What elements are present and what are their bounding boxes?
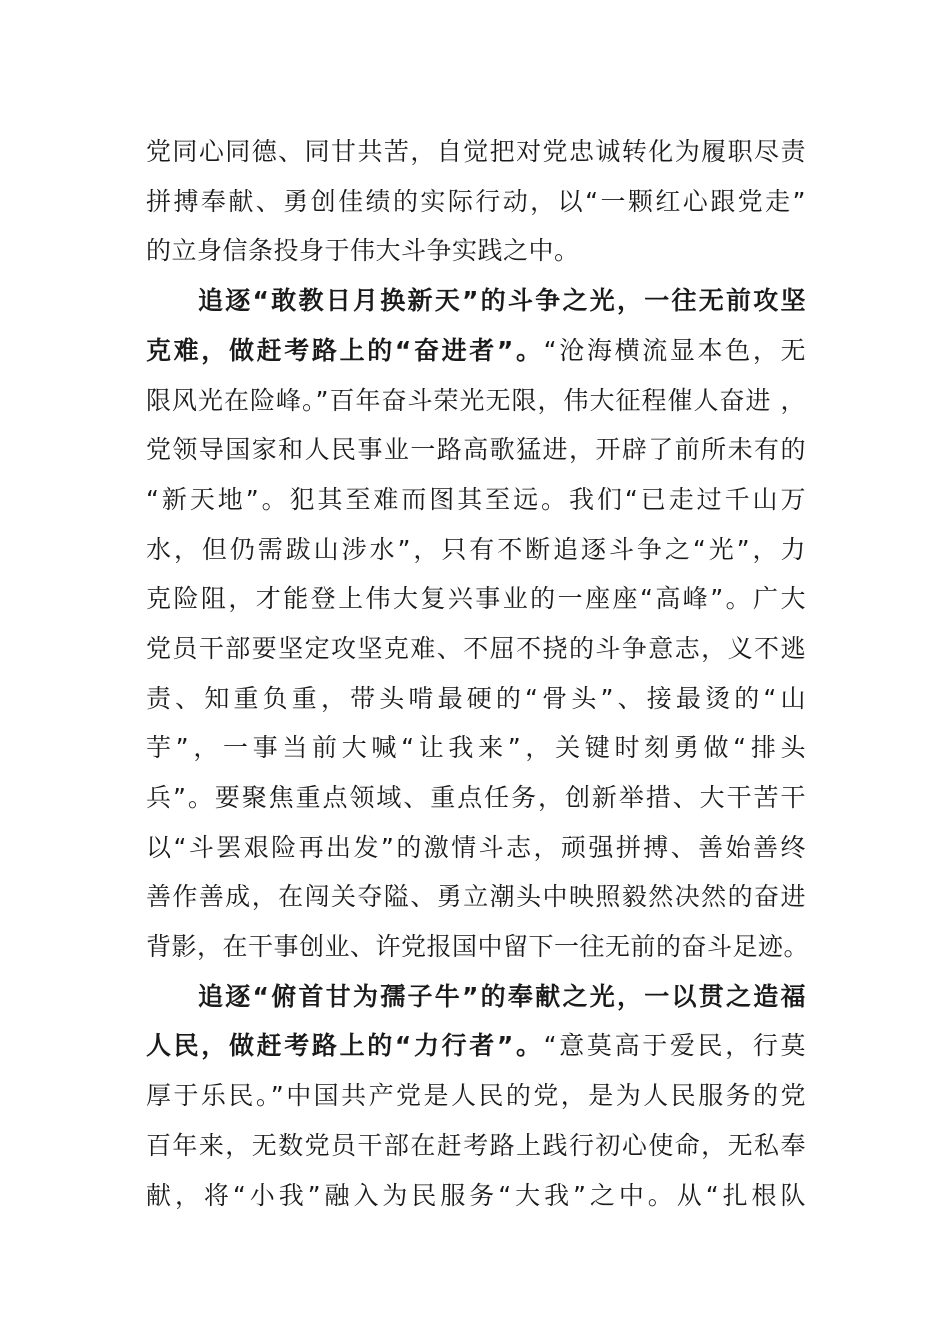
text-segment: 的立身信条投身于伟大斗争实践之中。 xyxy=(146,236,580,265)
text-line xyxy=(146,187,806,217)
bold-text-segment: 克难，做赶考路上的“奋进者”。 xyxy=(146,336,544,365)
text-segment: 芋”，一事当前大喊“让我来”，关键时刻勇做“排头 xyxy=(146,733,806,762)
section-heading-line xyxy=(146,1031,806,1061)
text-segment: 百年来，无数党员干部在赶考路上践行初心使命，无私奉 xyxy=(146,1131,806,1160)
text-segment: 兵”。要聚焦重点领域、重点任务，创新举措、大干苦干 xyxy=(146,783,806,812)
bold-text-segment: 人民，做赶考路上的“力行者”。 xyxy=(146,1031,544,1060)
text-line xyxy=(146,584,806,614)
text-segment: 党同心同德、同甘共苦，自觉把对党忠诚转化为履职尽责 xyxy=(146,137,806,166)
text-segment: 背影，在干事创业、许党报国中留下一往无前的奋斗足迹。 xyxy=(146,932,810,961)
text-segment: “新天地”。犯其至难而图其至远。我们“已走过千山万 xyxy=(146,485,806,514)
text-segment: “沧海横流显本色，无 xyxy=(543,336,807,365)
text-segment: 党领导国家和人民事业一路高歌猛进，开辟了前所未有的 xyxy=(146,435,806,464)
text-line xyxy=(146,386,806,416)
bold-text-segment: 追逐“敢教日月换新天”的斗争之光，一往无前攻坚 xyxy=(198,286,806,315)
text-line xyxy=(146,634,806,664)
text-line xyxy=(146,236,806,266)
text-segment: 厚于乐民。”中国共产党是人民的党，是为人民服务的党 xyxy=(146,1081,806,1110)
text-line xyxy=(146,783,806,813)
section-heading-line xyxy=(198,286,806,316)
text-line xyxy=(146,882,806,912)
text-segment: 献，将“小我”融入为民服务“大我”之中。从“扎根队 xyxy=(146,1181,806,1210)
text-segment: 克险阻，才能登上伟大复兴事业的一座座“高峰”。广大 xyxy=(146,584,806,613)
text-segment: 限风光在险峰。”百年奋斗荣光无限，伟大征程催人奋进 ， xyxy=(146,386,806,415)
text-segment: “意莫高于爱民，行莫 xyxy=(543,1031,807,1060)
text-line xyxy=(146,1081,806,1111)
text-line xyxy=(146,833,806,863)
text-line xyxy=(146,932,810,962)
section-heading-line xyxy=(198,982,806,1012)
text-line xyxy=(146,535,806,565)
text-segment: 以“斗罢艰险再出发”的激情斗志，顽强拼搏、善始善终 xyxy=(146,833,806,862)
section-heading-line xyxy=(146,336,806,366)
text-line xyxy=(146,733,806,763)
text-segment: 责、知重负重，带头啃最硬的“骨头”、接最烫的“山 xyxy=(146,684,806,713)
text-line xyxy=(146,1181,806,1211)
bold-text-segment: 追逐“俯首甘为孺子牛”的奉献之光，一以贯之造福 xyxy=(198,982,806,1011)
text-segment: 党员干部要坚定攻坚克难、不屈不挠的斗争意志，义不逃 xyxy=(146,634,806,663)
text-line xyxy=(146,1131,806,1161)
text-line xyxy=(146,137,806,167)
text-segment: 水，但仍需跋山涉水”，只有不断追逐斗争之“光”，力 xyxy=(146,535,806,564)
text-line xyxy=(146,485,806,515)
text-line xyxy=(146,684,806,714)
text-line xyxy=(146,435,806,465)
text-segment: 拼搏奉献、勇创佳绩的实际行动，以“一颗红心跟党走” xyxy=(146,187,806,216)
text-segment: 善作善成，在闯关夺隘、勇立潮头中映照毅然决然的奋进 xyxy=(146,882,806,911)
